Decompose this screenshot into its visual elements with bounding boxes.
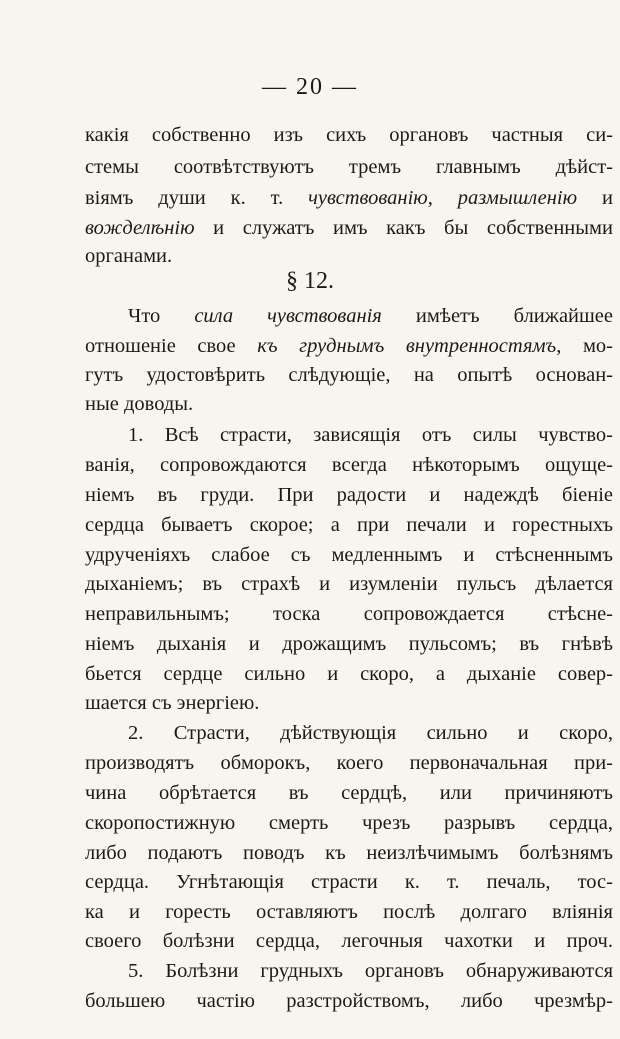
- text-line: шается съ энергіею.: [85, 692, 260, 714]
- text-line: [85, 214, 613, 242]
- text-line: дыханіемъ; въ страхѣ и изумленіи пульсъ дѣлается: [85, 573, 613, 595]
- text-span: , мо-: [556, 335, 613, 357]
- text-line: бьется сердце сильно и скоро, а дыханіе совер-: [85, 663, 613, 685]
- paragraph-first-line: 5. Болѣзни грудныхъ органовъ обнаруживаются: [128, 960, 613, 982]
- text-line: удрученіяхъ слабое съ медленнымъ и стѣсненнымъ: [85, 544, 613, 566]
- text-line: сердца бываетъ скорое; а при печали и горестныхъ: [85, 514, 613, 536]
- page-number-header: — 20 —: [262, 74, 358, 100]
- text-line: чина обрѣтается въ сердцѣ, или причиняютъ: [85, 782, 613, 804]
- italic-span: вожделѣнію: [85, 217, 195, 239]
- text-line: органами.: [85, 245, 173, 267]
- paragraph-first-line: 1. Всѣ страсти, зависящія отъ силы чувство-: [128, 424, 613, 446]
- text-line: ка и горесть оставляютъ послѣ долгаго вліянія: [85, 901, 613, 923]
- text-line: [85, 184, 613, 212]
- text-line: сердца. Угнѣтающія страсти к. т. печаль, тос-: [85, 871, 613, 893]
- text-line: неправильнымъ; тоска сопровождается стѣсне-: [85, 603, 613, 625]
- paragraph-first-line: [128, 302, 613, 330]
- text-line: ніемъ дыханія и дрожащимъ пульсомъ; въ гнѣвѣ: [85, 633, 613, 655]
- text-span: и: [577, 187, 613, 209]
- text-line: какія собственно изъ сихъ органовъ частныя си-: [85, 124, 613, 146]
- text-line: [85, 332, 613, 360]
- italic-span: сила чувствованія: [194, 305, 382, 327]
- text-span: имѣетъ ближайшее: [381, 305, 613, 327]
- text-line: большею частію разстройствомъ, либо чрезмѣр-: [85, 990, 613, 1012]
- text-span: віямъ души к. т.: [85, 187, 309, 209]
- text-line: либо подаютъ поводъ къ неизлѣчимымъ болѣзнямъ: [85, 842, 613, 864]
- italic-span: чувствованію, размышленію: [308, 187, 578, 209]
- text-line: стемы соотвѣтствуютъ тремъ главнымъ дѣйст-: [85, 156, 613, 178]
- text-line: ные доводы.: [85, 393, 194, 415]
- section-heading: § 12.: [286, 268, 334, 294]
- text-span: Что: [128, 305, 195, 327]
- paragraph-first-line: 2. Страсти, дѣйствующія сильно и скоро,: [128, 722, 613, 744]
- text-line: ніемъ въ груди. При радости и надеждѣ біеніе: [85, 484, 613, 506]
- text-line: производятъ обморокъ, коего первоначальная при-: [85, 752, 613, 774]
- text-span: отношеніе свое: [85, 335, 258, 357]
- text-line: скоропостижную смерть чрезъ разрывъ сердца,: [85, 812, 613, 834]
- text-span: и служатъ имъ какъ бы собственными: [194, 217, 613, 239]
- text-line: ванія, сопровождаются всегда нѣкоторымъ ощуще-: [85, 454, 613, 476]
- text-line: гутъ удостовѣрить слѣдующіе, на опытѣ основан-: [85, 364, 613, 386]
- italic-span: къ груднымъ внутренностямъ: [257, 335, 557, 357]
- text-line: своего болѣзни сердца, легочныя чахотки и проч.: [85, 930, 613, 952]
